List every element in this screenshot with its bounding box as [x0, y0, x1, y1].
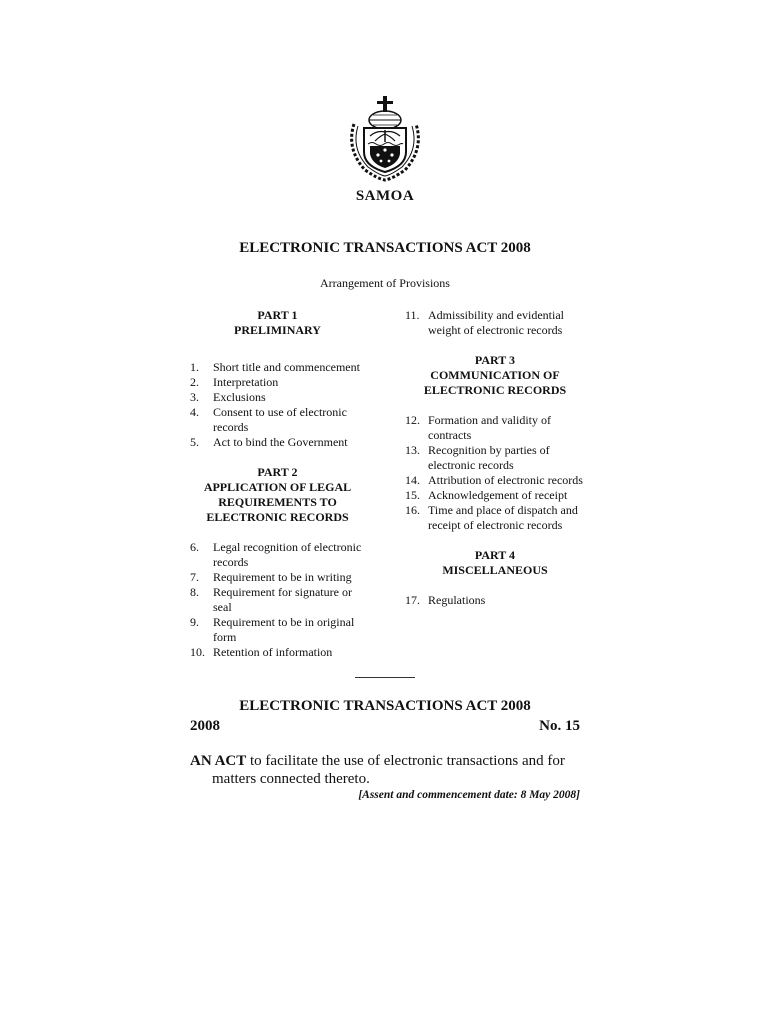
country-name: SAMOA — [355, 188, 415, 204]
part1-title: PRELIMINARY — [234, 323, 321, 337]
part2-title-line2: REQUIREMENTS TO — [218, 495, 337, 509]
part3-label: PART 3 — [474, 353, 516, 367]
long-title-lead: AN ACT — [190, 753, 247, 769]
toc-item[interactable]: 16. Time and place of dispatch and receipt of electronic records — [405, 503, 578, 532]
part2-title-line3: ELECTRONIC RECORDS — [206, 510, 349, 524]
samoa-coat-of-arms-icon — [340, 94, 430, 182]
toc-item[interactable]: 13. Recognition by parties of electronic records — [405, 443, 550, 472]
toc-item[interactable]: 4. Consent to use of electronic records — [190, 405, 347, 434]
act-title: ELECTRONIC TRANSACTIONS ACT 2008 — [239, 240, 531, 256]
part2-title-line1: APPLICATION OF LEGAL — [203, 480, 352, 494]
part2-label: PART 2 — [257, 465, 298, 479]
toc-item[interactable]: 3. Exclusions — [190, 390, 266, 404]
toc-item[interactable]: 9. Requirement to be in original form — [190, 615, 355, 644]
part3-title-line2: ELECTRONIC RECORDS — [423, 383, 567, 397]
long-title-line2: matters connected thereto. — [212, 771, 370, 787]
toc-item[interactable]: 6. Legal recognition of electronic records — [190, 540, 362, 569]
toc-item[interactable]: 14. Attribution of electronic records — [405, 473, 583, 487]
toc-item[interactable]: 7. Requirement to be in writing — [190, 570, 352, 584]
part4-title: MISCELLANEOUS — [442, 563, 548, 577]
toc-item[interactable]: 5. Act to bind the Government — [190, 435, 348, 449]
part1-label: PART 1 — [257, 308, 298, 322]
toc-item[interactable]: 10. Retention of information — [190, 645, 333, 659]
toc-left-column — [190, 308, 365, 660]
toc-item[interactable]: 12. Formation and validity of contracts — [405, 413, 551, 442]
part4-label: PART 4 — [474, 548, 516, 562]
toc-item[interactable]: 11. Admissibility and evidential weight of electronic records — [405, 308, 564, 337]
toc-item[interactable]: 17. Regulations — [405, 593, 486, 607]
section-divider — [355, 677, 415, 678]
act-body-title: ELECTRONIC TRANSACTIONS ACT 2008 — [239, 698, 531, 714]
toc-item[interactable]: 1. Short title and commencement — [190, 360, 360, 374]
assent-date: [Assent and commencement date: 8 May 2008] — [358, 789, 580, 801]
part3-title-line1: COMMUNICATION OF — [430, 368, 560, 382]
toc-item[interactable]: 8. Requirement for signature or seal — [190, 585, 352, 614]
toc-item[interactable]: 2. Interpretation — [190, 375, 279, 389]
act-number: No. 15 — [539, 718, 580, 734]
long-title — [190, 752, 580, 788]
toc-right-column — [405, 308, 585, 608]
long-title-line1: to facilitate the use of electronic transactions and for — [246, 753, 565, 769]
toc-item[interactable]: 15. Acknowledgement of receipt — [405, 488, 568, 502]
act-year: 2008 — [190, 718, 220, 734]
arrangement-heading: Arrangement of Provisions — [320, 276, 450, 290]
